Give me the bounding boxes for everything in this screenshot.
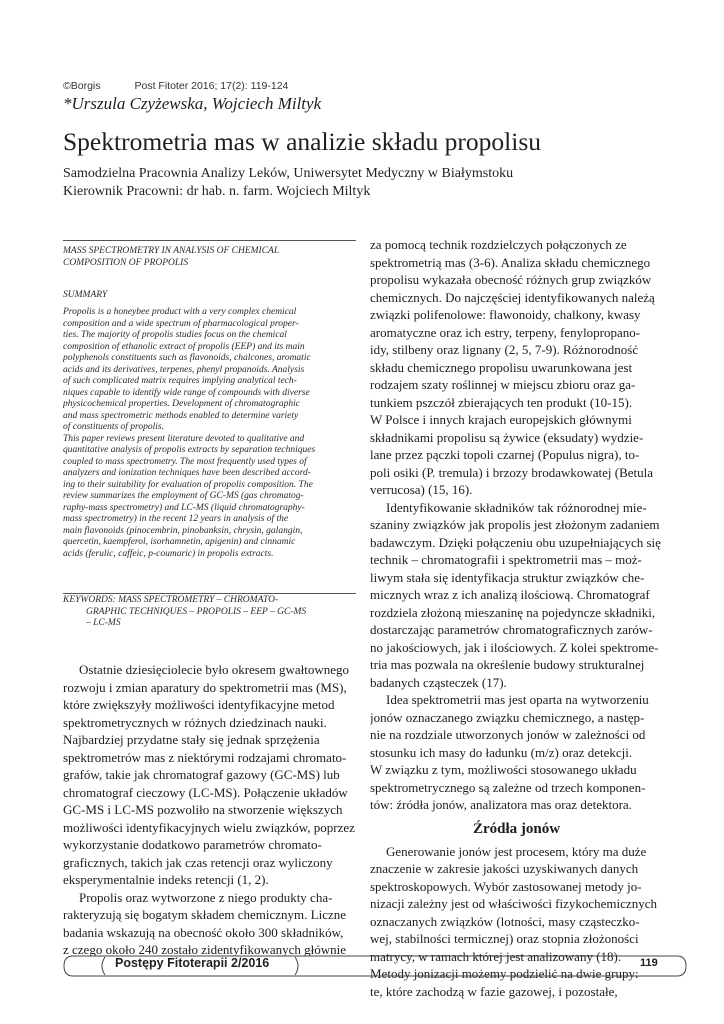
right-column — [370, 236, 663, 1000]
abstract-title — [63, 246, 356, 269]
summary-line: of such complicated matrix requires implying analytical tech- — [63, 376, 297, 386]
body-line: związki polifenolowe: flawonoidy, chalkony, kwasy — [370, 307, 641, 322]
summary-line: analyzers and ionization techniques have been described accord- — [63, 468, 311, 478]
body-line: tów: źródła jonów, analizatora mas oraz detektora. — [370, 797, 632, 812]
affiliation — [63, 165, 513, 201]
summary-line: ing to their suitability for evaluation of propolis composition. The — [63, 479, 313, 490]
body-line: wykorzystanie dodatkowo parametrów chromato- — [63, 837, 322, 852]
body-line: matrycy, w ramach której jest analizowany (18). — [370, 948, 622, 964]
affiliation-line: Kierownik Pracowni: dr hab. n. farm. Wojciech Miltyk — [63, 184, 371, 199]
summary-line: main flavonoids (pinocembrin, pinobanksin, chrysin, galangin, — [63, 525, 303, 536]
body-line: verrucosa) (15, 16). — [370, 482, 473, 497]
body-line: te, które zachodzą w fazie gazowej, i pozostałe, — [370, 983, 618, 999]
body-line: spektrometrycznych w różnych dziedzinach nauki. — [63, 714, 327, 730]
body-line: micznych wraz z ich analizą ilościową. Chromatograf — [370, 587, 650, 602]
summary-line: This paper reviews present literature devoted to qualitative and — [63, 433, 305, 444]
body-line: z czego około 240 zostało zidentyfikowanych głównie — [63, 942, 347, 957]
article-title: Spektrometria mas w analizie składu propolisu — [63, 127, 542, 156]
section-heading: Źródła jonów — [472, 820, 561, 837]
copyright-text: ©Borgis — [63, 80, 101, 92]
body-line: jonów oznaczanego związku chemicznego, a następ- — [370, 709, 645, 725]
summary-line: quantitative analysis of propolis extracts by separation techniques — [63, 445, 316, 455]
citation-text: Post Fitoter 2016; 17(2): 119-124 — [134, 80, 289, 92]
summary-line: ties. The majority of propolis studies focus on the chemical — [63, 330, 287, 340]
body-line: propolisu wykazała obecność różnych grup związków — [370, 272, 652, 287]
body-line: badawczym. Dzięki połączeniu obu uzupełniających się — [370, 534, 661, 550]
keywords-line: GRAPHIC TECHNIQUES – PROPOLIS – EEP – GC-MS — [86, 606, 307, 617]
body-line: nie na rozdziale utworzonych jonów w zależności od — [370, 727, 646, 742]
body-line: aromatyczne oraz ich estry, terpeny, fenylopropano- — [370, 324, 641, 340]
abstract-top-rule — [63, 240, 356, 241]
body-line: Ostatnie dziesięciolecie było okresem gwałtownego — [79, 662, 350, 677]
body-line: Identyfikowanie składników tak różnorodnej mie- — [386, 499, 647, 515]
summary-line: physicochemical properties. Development of chromatographic — [63, 399, 301, 409]
summary-line: coupled to mass spectrometry. The most frequently used types of — [63, 456, 307, 467]
summary-line: acids (ferulic, caffeic, p-coumaric) in propolis extracts. — [63, 548, 274, 559]
body-line: grafów, takie jak chromatograf gazowy (GC-MS) lub — [63, 767, 340, 782]
body-line: W Polsce i innych krajach europejskich głównymi — [370, 412, 632, 427]
keywords-top-rule — [63, 593, 356, 594]
body-line: rozdziela złożoną mieszaninę na pojedyncze składniki, — [370, 604, 656, 620]
keywords-line: KEYWORDS: MASS SPECTROMETRY – CHROMATO- — [63, 595, 279, 605]
authors: *Urszula Czyżewska, Wojciech Miltyk — [63, 94, 322, 113]
body-line: Najbardziej przydatne stały się jednak sprzężenia — [63, 732, 320, 747]
body-line: badania wskazują na obecność około 300 składników, — [63, 924, 344, 940]
summary-line: of constituents of propolis. — [63, 422, 164, 432]
body-line: chemicznych. Do najczęściej identyfikowanych należą — [370, 289, 655, 305]
summary-line: polyphenols constituents such as flavonoids, chalcones, aromatic — [63, 353, 311, 363]
left-column — [63, 661, 356, 959]
summary-line: quercetin, kaempferol, isorhamnetin, apigenin) and cinnamic — [63, 537, 296, 547]
page-number: 119 — [640, 957, 658, 969]
body-line: oznaczanych związków (lotności, masy cząsteczko- — [370, 913, 640, 929]
body-line: technik – chromatografii i spektrometrii mas – moż- — [370, 552, 642, 567]
body-line: spektrometrów mas z niektórymi rodzajami chromato- — [63, 749, 347, 765]
body-line: stosunku ich masy do ładunku (m/z) oraz detekcji. — [370, 744, 633, 760]
body-line: poli osiki (P. tremula) i brzozy brodawkowatej (Betula — [370, 464, 654, 480]
body-line: chromatograf cieczowy (LC-MS). Połączenie układów — [63, 784, 348, 800]
body-line: nizacji zależny jest od właściwości fizykochemicznych — [370, 896, 657, 911]
header-meta — [63, 80, 288, 92]
summary-line: raphy-mass spectrometry) and LC-MS (liquid chromatography- — [63, 502, 305, 513]
summary-line: and mass spectrometric methods enabled to determine variety — [63, 410, 299, 421]
body-line: rodzajem szaty roślinnej w miejscu zbioru oraz ga- — [370, 377, 636, 392]
body-line: dostarczając parametrów chromatograficznych zarów- — [370, 622, 653, 637]
summary-line: niques capable to identify wide range of compounds with diverse — [63, 387, 310, 398]
body-line: możliwości identyfikacyjnych wielu związków, poprzez — [63, 819, 355, 835]
body-line: składu chemicznego propolisu uwarunkowana jest — [370, 359, 633, 375]
abstract-title-line: MASS SPECTROMETRY IN ANALYSIS OF CHEMICAL — [63, 246, 280, 256]
body-line: Generowanie jonów jest procesem, który ma duże — [386, 843, 647, 859]
body-line: eksperymentalnie indeks retencji (1, 2). — [63, 872, 269, 887]
body-line: liwym stała się identyfikacja struktur związków che- — [370, 569, 645, 585]
affiliation-line: Samodzielna Pracownia Analizy Leków, Uniwersytet Medyczny w Białymstoku — [63, 166, 514, 181]
body-line: spektroskopowych. Wybór zastosowanej metody jo- — [370, 878, 642, 894]
abstract-title-line: COMPOSITION OF PROPOLIS — [63, 257, 189, 268]
body-line: graficznych, takich jak czas retencji oraz wyliczony — [63, 854, 333, 870]
body-line: no jakościowych, jak i ilościowych. Z kolei spektrome- — [370, 639, 659, 655]
summary-line: composition of ethanolic extract of propolis (EEP) and its main — [63, 341, 305, 352]
body-line: Idea spektrometrii mas jest oparta na wytworzeniu — [386, 692, 649, 707]
footer-journal: Postępy Fitoterapii 2/2016 — [115, 956, 270, 970]
keywords — [63, 595, 356, 630]
body-line: które zwiększyły możliwości identyfikacyjne metod — [63, 697, 335, 712]
body-line: za pomocą technik rozdzielczych połączonych ze — [370, 237, 627, 252]
body-line: Propolis oraz wytworzone z niego produkty cha- — [79, 889, 333, 905]
body-line: spektrometrycznego są zależne od trzech komponen- — [370, 779, 646, 795]
body-line: tunkiem pszczół zbierających ten produkt (10-15). — [370, 394, 633, 410]
body-line: W związku z tym, możliwości stosowanego układu — [370, 762, 637, 777]
summary-line: mass spectrometry) in the recent 12 years in analysis of the — [63, 514, 289, 524]
summary-text — [63, 307, 356, 560]
body-line: wej, stabilności termicznej) oraz stopnia złożoności — [370, 931, 639, 946]
summary-line: acids and its derivatives, terpenes, phenyl propanoids. Analysis — [63, 364, 305, 375]
body-line: lane przez pączki topoli czarnej (Populus nigra), to- — [370, 447, 640, 462]
body-line: rozwoju i zmian aparatury do spektrometrii mas (MS), — [63, 679, 347, 695]
body-line: Metody jonizacji możemy podzielić na dwie grupy: — [370, 966, 639, 981]
body-line: szaniny związków jak propolis jest złożonym zadaniem — [370, 517, 660, 532]
body-line: spektrometrią mas (3-6). Analiza składu chemicznego — [370, 254, 651, 270]
body-line: znaczenie w zakresie jakości uzyskiwanych danych — [370, 861, 639, 876]
body-line: rakteryzują się bogatym składem chemicznym. Liczne — [63, 907, 346, 922]
summary-line: review summarizes the employment of GC-MS (gas chromatog- — [63, 491, 304, 501]
body-line: badanych cząsteczek (17). — [370, 674, 507, 690]
body-line: idy, stilbeny oraz lignany (2, 5, 7-9). Różnorodność — [370, 342, 639, 357]
summary-line: Propolis is a honeybee product with a very complex chemical — [63, 307, 297, 317]
summary-label — [63, 290, 356, 302]
keywords-line: – LC-MS — [86, 618, 121, 628]
summary-label-text: SUMMARY — [63, 290, 108, 300]
body-line: GC-MS i LC-MS pozwoliło na stworzenie większych — [63, 802, 343, 817]
body-line: tria mas pozwala na określenie budowy strukturalnej — [370, 657, 645, 672]
summary-line: composition and a wide spectrum of pharmacological proper- — [63, 318, 299, 329]
body-line: składnikami propolisu są żywice (eksudaty) wydzie- — [370, 429, 644, 445]
